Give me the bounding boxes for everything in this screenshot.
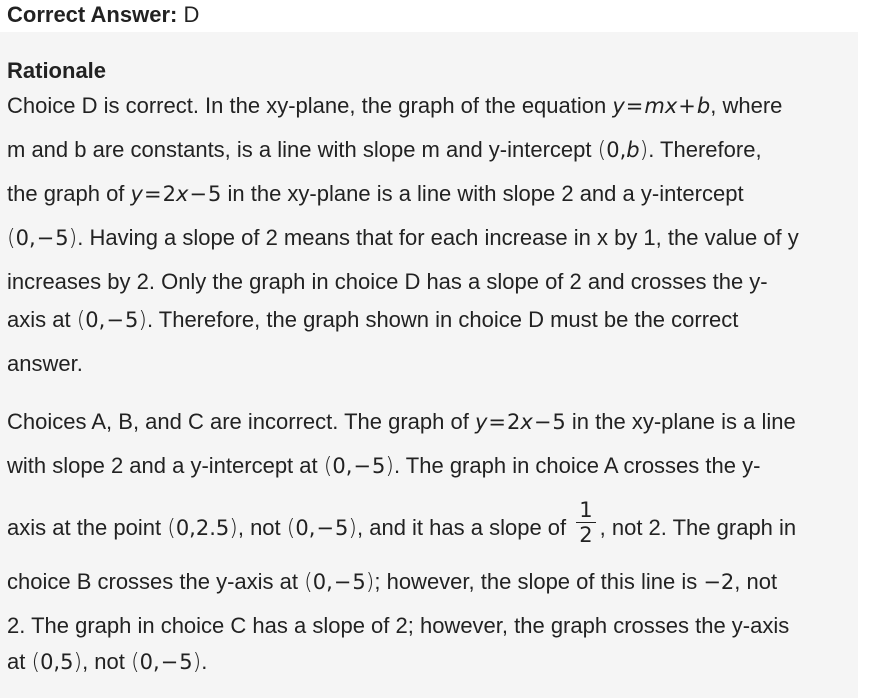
math-rparen: ) (68, 226, 78, 251)
math-minus: − (189, 182, 208, 206)
math-b: b (696, 94, 711, 118)
math-lparen: ( (323, 454, 333, 479)
text: at (7, 649, 32, 674)
math-lparen: ( (304, 570, 313, 595)
math-negative-slope: −2 (703, 570, 735, 594)
text: . (201, 649, 208, 674)
correct-answer-line (7, 2, 199, 28)
math-comma: , (326, 570, 333, 594)
right-gutter (858, 32, 878, 698)
p1-line-4 (7, 224, 799, 253)
math-y: y (612, 94, 625, 118)
p1-line-7: answer. (7, 351, 83, 376)
math-b: b (626, 138, 640, 162)
math-five: 5 (372, 454, 386, 478)
math-rparen: ) (639, 138, 649, 163)
text: in the xy-plane is a line (565, 409, 796, 434)
p1-line-1 (7, 92, 782, 120)
math-x: x (664, 94, 678, 118)
math-minus: − (106, 308, 124, 332)
math-point-0-2-5: 0,2.5 (175, 516, 230, 540)
rationale-heading: Rationale (7, 58, 107, 83)
text: , not (734, 569, 778, 594)
p2-line-5: 2. The graph in choice C has a slope of 2; however, the graph crosses the y-axis (7, 613, 790, 638)
math-minus: − (533, 410, 552, 434)
rationale-panel (0, 32, 858, 698)
math-lparen: ( (76, 308, 86, 333)
math-five: 5 (208, 182, 222, 206)
math-m: m (644, 94, 665, 118)
text: Choice D is correct. In the xy-plane, the graph of the equation (7, 93, 613, 118)
text: Choices A, B, and C are incorrect. The graph of (7, 409, 475, 434)
text: , and it has a slope of (357, 515, 573, 540)
text: in the xy-plane is a line with slope 2 and a y-intercept (221, 181, 744, 206)
math-point-0-5: 0,5 (40, 650, 74, 674)
math-lparen: ( (286, 516, 296, 541)
p2-line-1 (7, 408, 796, 436)
text: , where (710, 93, 783, 118)
text: axis at the point (7, 515, 168, 540)
fraction-numerator: 1 (579, 498, 593, 522)
math-minus: − (316, 516, 335, 540)
math-comma: , (308, 516, 316, 540)
math-rparen: ) (385, 454, 394, 479)
math-zero: 0 (312, 570, 327, 594)
text: choice B crosses the y-axis at (7, 569, 305, 594)
math-comma: , (345, 454, 353, 478)
text: , not 2. The graph in (599, 515, 797, 540)
math-minus: − (36, 226, 55, 250)
text: , not (82, 649, 131, 674)
math-five: 5 (352, 570, 366, 594)
math-zero: 0 (15, 226, 29, 250)
math-minus: − (333, 570, 352, 594)
math-y: y (130, 182, 143, 206)
math-rparen: ) (138, 308, 147, 333)
text: , not (237, 515, 287, 540)
math-x: x (175, 182, 189, 206)
math-lparen: ( (7, 226, 16, 251)
math-zero: 0 (332, 454, 346, 478)
math-comma: , (152, 650, 160, 674)
math-eq: = (488, 410, 506, 434)
math-zero: 0 (85, 308, 99, 332)
text: m and b are constants, is a line with slope m and y-intercept (7, 137, 598, 162)
text: . Having a slope of 2 means that for each increase in x by 1, the value of y (77, 225, 799, 250)
p1-line-5: increases by 2. Only the graph in choice D has a slope of 2 and crosses the y- (7, 269, 768, 294)
p2-line-3 (7, 498, 796, 547)
p2-line-4 (7, 568, 777, 597)
math-two: 2 (507, 410, 521, 434)
math-eq: = (625, 94, 644, 118)
math-rparen: ) (73, 650, 83, 675)
fraction-one-half (576, 498, 595, 547)
math-comma: , (98, 308, 106, 332)
math-two: 2 (162, 182, 176, 206)
math-plus: + (678, 94, 696, 118)
p2-line-6 (7, 648, 207, 677)
math-zero: 0 (139, 650, 153, 674)
math-rparen: ) (365, 570, 375, 595)
p1-line-3 (7, 180, 744, 208)
fraction-denominator: 2 (576, 522, 595, 547)
math-eq: = (143, 182, 162, 206)
math-comma: , (619, 138, 627, 162)
math-lparen: ( (130, 650, 140, 675)
text: with slope 2 and a y-intercept at (7, 453, 324, 478)
text: the graph of (7, 181, 131, 206)
math-y: y (474, 410, 488, 434)
math-lparen: ( (31, 650, 41, 675)
math-five: 5 (55, 226, 69, 250)
math-comma: , (28, 226, 36, 250)
answer-header (0, 0, 878, 32)
text: . Therefore, (648, 137, 762, 162)
correct-answer-label: Correct Answer: (7, 2, 178, 27)
math-zero: 0 (606, 138, 620, 162)
math-lparen: ( (167, 516, 176, 541)
math-five: 5 (179, 650, 193, 674)
correct-answer-value: D (183, 2, 200, 27)
math-lparen: ( (597, 138, 607, 163)
p1-line-2 (7, 136, 762, 165)
text: . Therefore, the graph shown in choice D must be the correct (146, 307, 739, 332)
math-rparen: ) (348, 516, 357, 541)
math-minus: − (353, 454, 371, 478)
text: ; however, the slope of this line is (374, 569, 704, 594)
text: . The graph in choice A crosses the y- (393, 453, 761, 478)
p1-line-6 (7, 306, 738, 335)
math-five: 5 (552, 410, 566, 434)
math-x: x (520, 410, 533, 434)
p2-line-2 (7, 452, 760, 481)
math-rparen: ) (229, 516, 238, 541)
math-rparen: ) (192, 650, 202, 675)
math-five: 5 (335, 516, 349, 540)
math-minus: − (160, 650, 179, 674)
math-zero: 0 (295, 516, 309, 540)
text: axis at (7, 307, 77, 332)
math-five: 5 (124, 308, 139, 332)
